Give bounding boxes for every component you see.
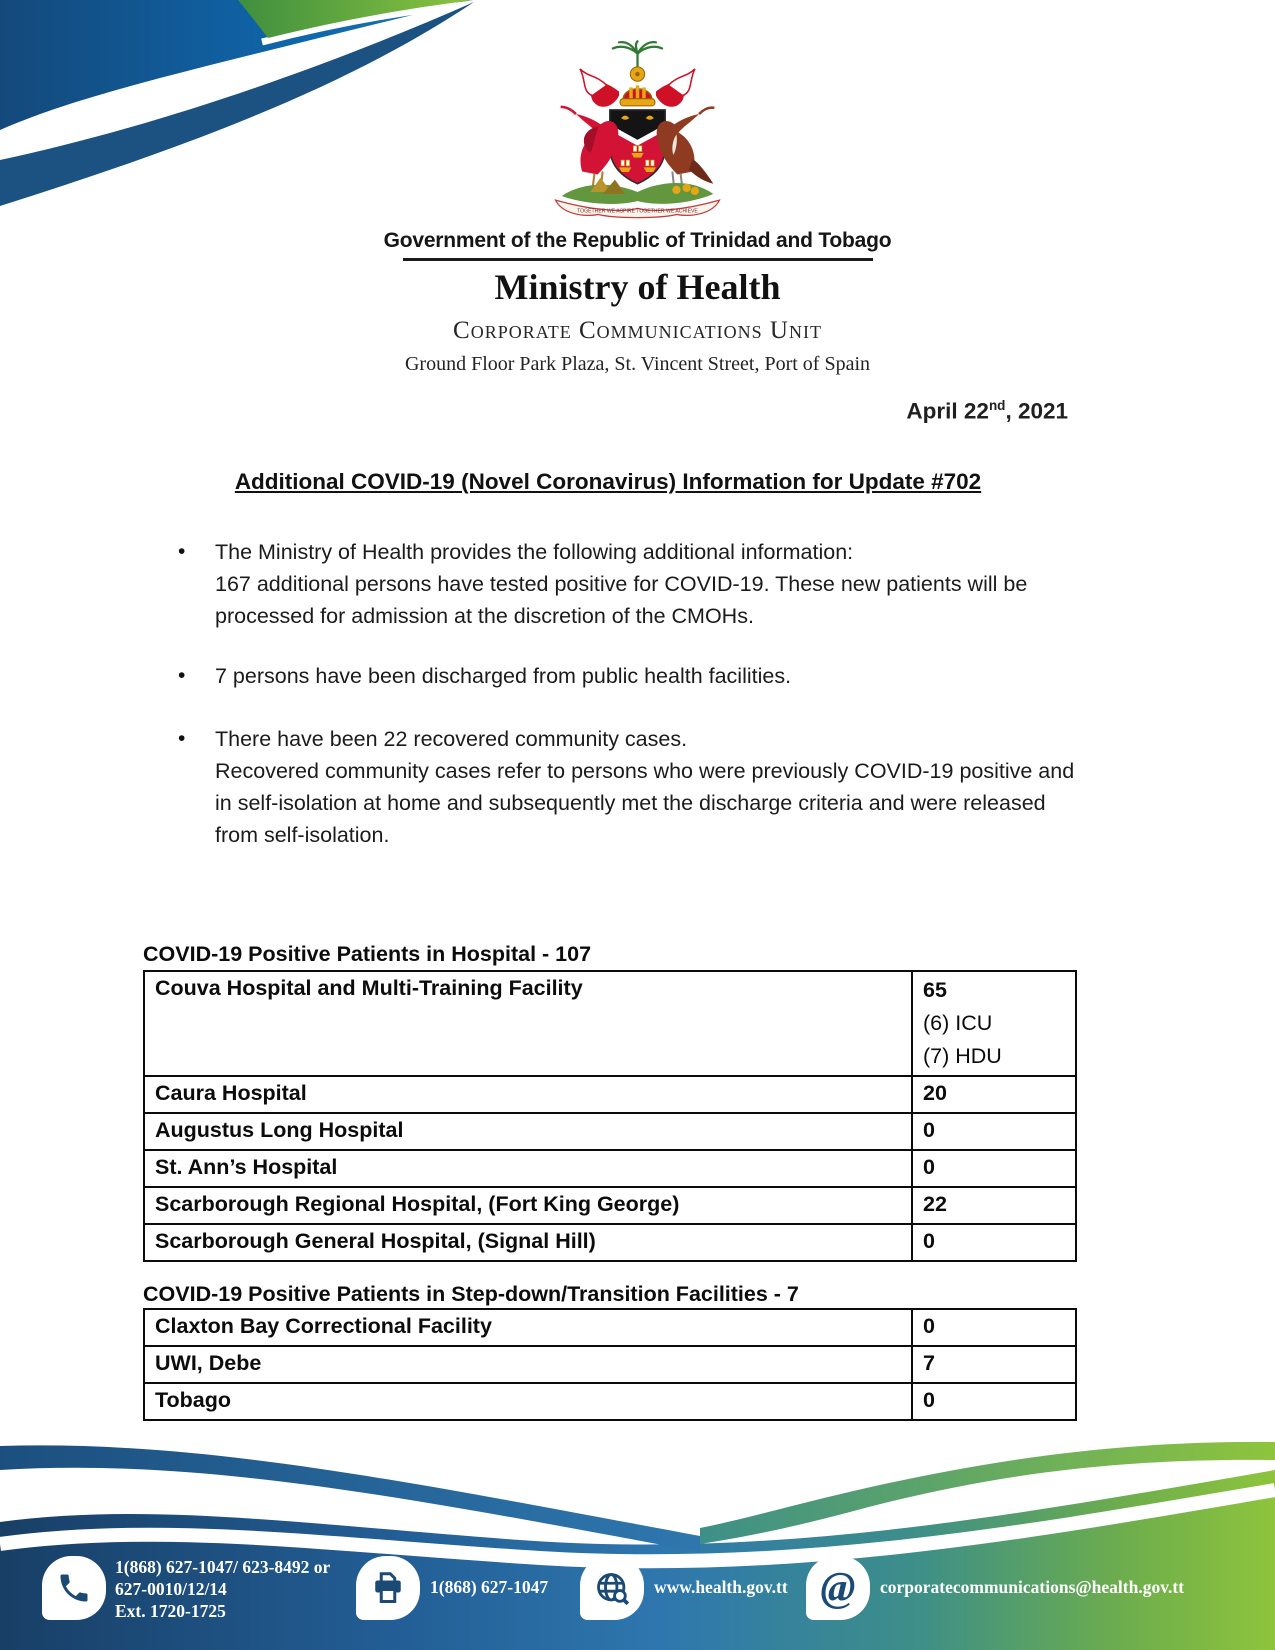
bullet-item [178,723,1080,851]
phone-line-1: 1(868) 627-1047/ 623-8492 or [115,1557,331,1577]
globe-icon [593,1569,631,1607]
facility-cell: UWI, Debe [144,1346,912,1383]
bullet-marker [178,723,215,851]
website-url: www.health.gov.tt [654,1577,788,1597]
email-address: corporatecommunications@health.gov.tt [880,1577,1185,1597]
bullet-marker [178,660,215,692]
date-daymonth: April 22 [906,398,989,424]
hdu-note: (7) HDU [923,1044,1002,1068]
facility-cell: Augustus Long Hospital [144,1113,912,1150]
date [906,398,1068,425]
at-sign-icon: @ [820,1565,856,1611]
header-divider [403,258,873,261]
bullet-item [178,660,1080,692]
phone-line-3: Ext. 1720-1725 [115,1601,226,1621]
unit-name: Corporate Communications Unit [453,316,822,344]
facility-cell: St. Ann’s Hospital [144,1150,912,1187]
table-row [144,971,1076,1076]
table-row [144,1309,1076,1346]
phone-numbers [115,1556,330,1622]
count-cell: 0 [912,1309,1076,1346]
count-cell: 0 [912,1383,1076,1420]
hospital-table-heading: COVID-19 Positive Patients in Hospital - 107 [143,942,592,966]
count-cell: 0 [912,1113,1076,1150]
phone-icon [56,1570,92,1606]
facility-cell: Caura Hospital [144,1076,912,1113]
fax-badge [356,1556,420,1620]
count-cell: 0 [912,1150,1076,1187]
count-cell: 7 [912,1346,1076,1383]
table-row [144,1113,1076,1150]
footer-contact-row [0,1556,1275,1626]
bullet-body: Recovered community cases refer to persons who were previously COVID-19 positive and in self-isolation at home and subsequently met the discharge criteria and were released from self-isolation. [215,759,1075,847]
count-cell: 22 [912,1187,1076,1224]
fax-number: 1(868) 627-1047 [430,1577,549,1597]
phone-line-2: 627-0010/12/14 [115,1579,227,1599]
table-row [144,1346,1076,1383]
date-year: , 2021 [1005,398,1068,424]
web-badge [580,1556,644,1620]
phone-badge [42,1556,106,1620]
coat-of-arms [535,40,740,225]
count-cell [912,971,1076,1076]
bullet-list [178,536,1080,851]
count-cell: 20 [912,1076,1076,1113]
date-ordinal: nd [988,398,1006,413]
table-row [144,1187,1076,1224]
palm-crest [613,41,662,67]
facility-cell: Scarborough Regional Hospital, (Fort King George) [144,1187,912,1224]
government-line: Government of the Republic of Trinidad and Tobago [383,229,892,252]
table-row [144,1076,1076,1113]
bullet-lead: There have been 22 recovered community cases. [215,727,688,751]
bullet-lead: 7 persons have been discharged from public health facilities. [215,664,792,688]
facility-cell: Couva Hospital and Multi-Training Facility [144,971,912,1076]
bullet-item [178,536,1080,632]
ministry-name: Ministry of Health [494,266,781,307]
document-title: Additional COVID-19 (Novel Coronavirus) Information for Update #702 [234,469,982,494]
letterhead [0,40,1275,376]
count-value: 65 [923,978,947,1002]
facility-cell: Scarborough General Hospital, (Signal Hill) [144,1224,912,1261]
bullet-marker [178,536,215,632]
table-row [144,1150,1076,1187]
table-row [144,1383,1076,1420]
count-cell: 0 [912,1224,1076,1261]
hospital-table [143,970,1077,1262]
facility-cell: Tobago [144,1383,912,1420]
icu-note: (6) ICU [923,1011,993,1035]
email-badge [806,1556,870,1620]
printer-icon [370,1570,406,1606]
address-line: Ground Floor Park Plaza, St. Vincent Street, Port of Spain [404,352,871,375]
facility-cell: Claxton Bay Correctional Facility [144,1309,912,1346]
stepdown-table-heading: COVID-19 Positive Patients in Step-down/Transition Facilities - 7 [143,1282,799,1306]
table-row [144,1224,1076,1261]
bullet-body: 167 additional persons have tested positive for COVID-19. These new patients will be processed for admission at the discretion of the CMOHs. [215,572,1028,628]
stepdown-table [143,1308,1077,1421]
motto-scroll-text: TOGETHER WE ASPIRE TOGETHER WE ACHIEVE [577,208,698,215]
bullet-lead: The Ministry of Health provides the following additional information: [215,540,854,564]
